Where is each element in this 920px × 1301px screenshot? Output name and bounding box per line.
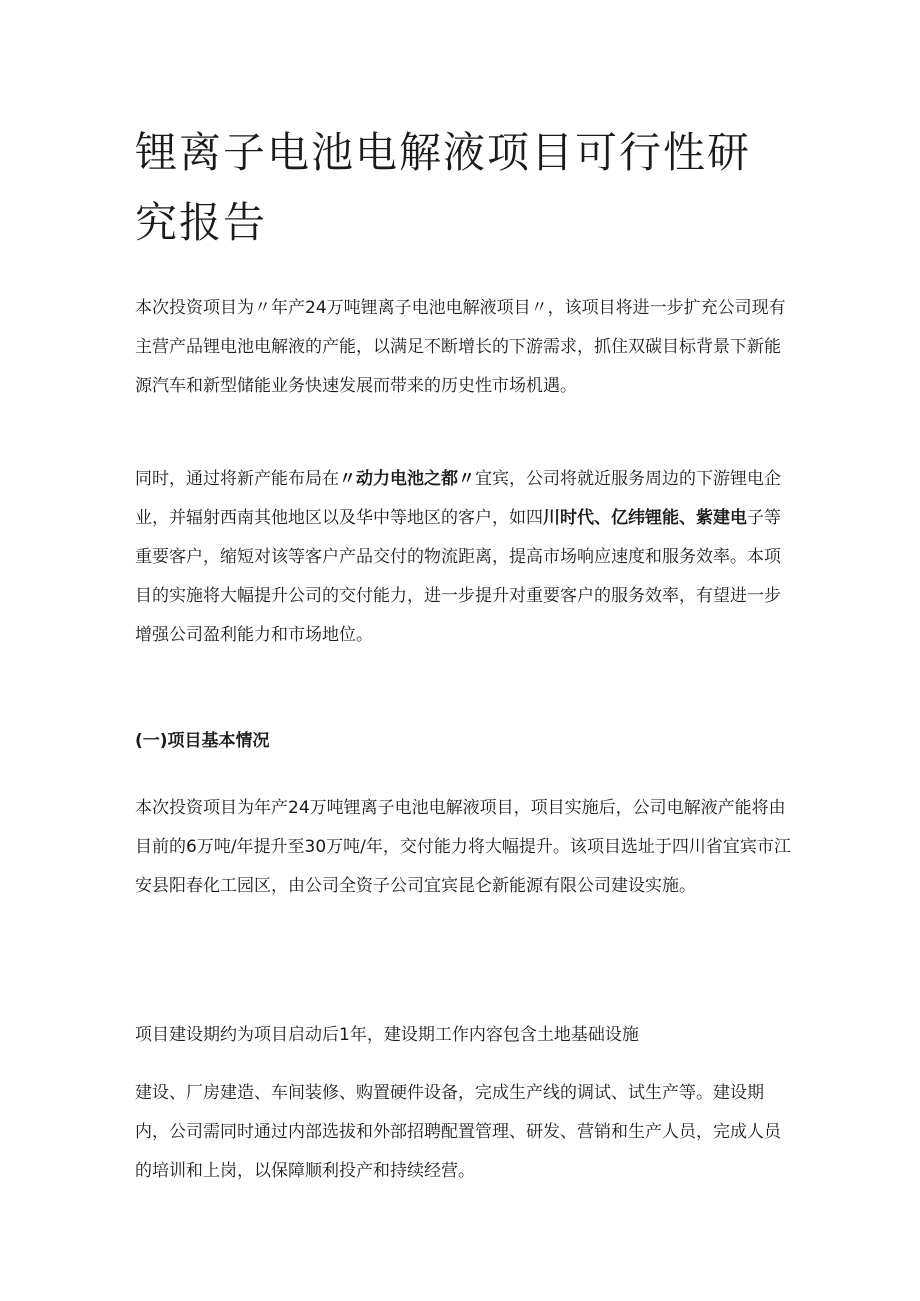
intro-paragraph-1: 本次投资项目为〃年产24万吨锂离子电池电解液项目〃，该项目将进一步扩充公司现有主营产品锂电池电解液的产能，以满足不断增长的下游需求，抓住双碳目标背景下新能源汽车和新型储能业务快速发展而带来的历史性市场机遇。: [135, 298, 786, 396]
section-heading: (一)项目基本情况: [135, 731, 270, 751]
intro-paragraph-2-bold-b: 川时代、亿纬锂能、紫建电: [543, 508, 747, 528]
intro-paragraph-2-bold-a: 〃动力电池之都〃: [339, 469, 475, 489]
intro-paragraph-2: [135, 460, 791, 655]
document-title: 锂离子电池电解液项目可行性研究报告: [135, 128, 752, 247]
section-paragraph-1: 本次投资项目为年产24万吨锂离子电池电解液项目，项目实施后，公司电解液产能将由目前的6万吨/年提升至30万吨/年，交付能力将大幅提升。该项目选址于四川省宜宾市江安县阳春化工园区，由公司全资子公司宜宾昆仑新能源有限公司建设实施。: [135, 798, 791, 896]
intro-paragraph-2-text-c: 子等重要客户，缩短对该等客户产品交付的物流距离，提高市场响应速度和服务效率。本项目的实施将大幅提升公司的交付能力，进一步提升对重要客户的服务效率，有望进一步增强公司盈利能力和市场地位。: [135, 508, 781, 645]
intro-paragraph-2-text-a: 同时，通过将新产能布局在: [135, 469, 339, 489]
section-paragraph-3: 建设、厂房建造、车间装修、购置硬件设备，完成生产线的调试、试生产等。建设期内，公司需同时通过内部选拔和外部招聘配置管理、研发、营销和生产人员，完成人员的培训和上岗，以保障顺利投产和持续经营。: [135, 1083, 781, 1181]
intro-paragraph-2-text-b: 宜宾，公司将就近服务周边的下游锂电企业，并辐射西南其他地区以及华中等地区的客户，如四: [135, 469, 781, 528]
section-paragraph-2: 项目建设期约为项目启动后1年，建设期工作内容包含土地基础设施: [135, 1025, 639, 1045]
